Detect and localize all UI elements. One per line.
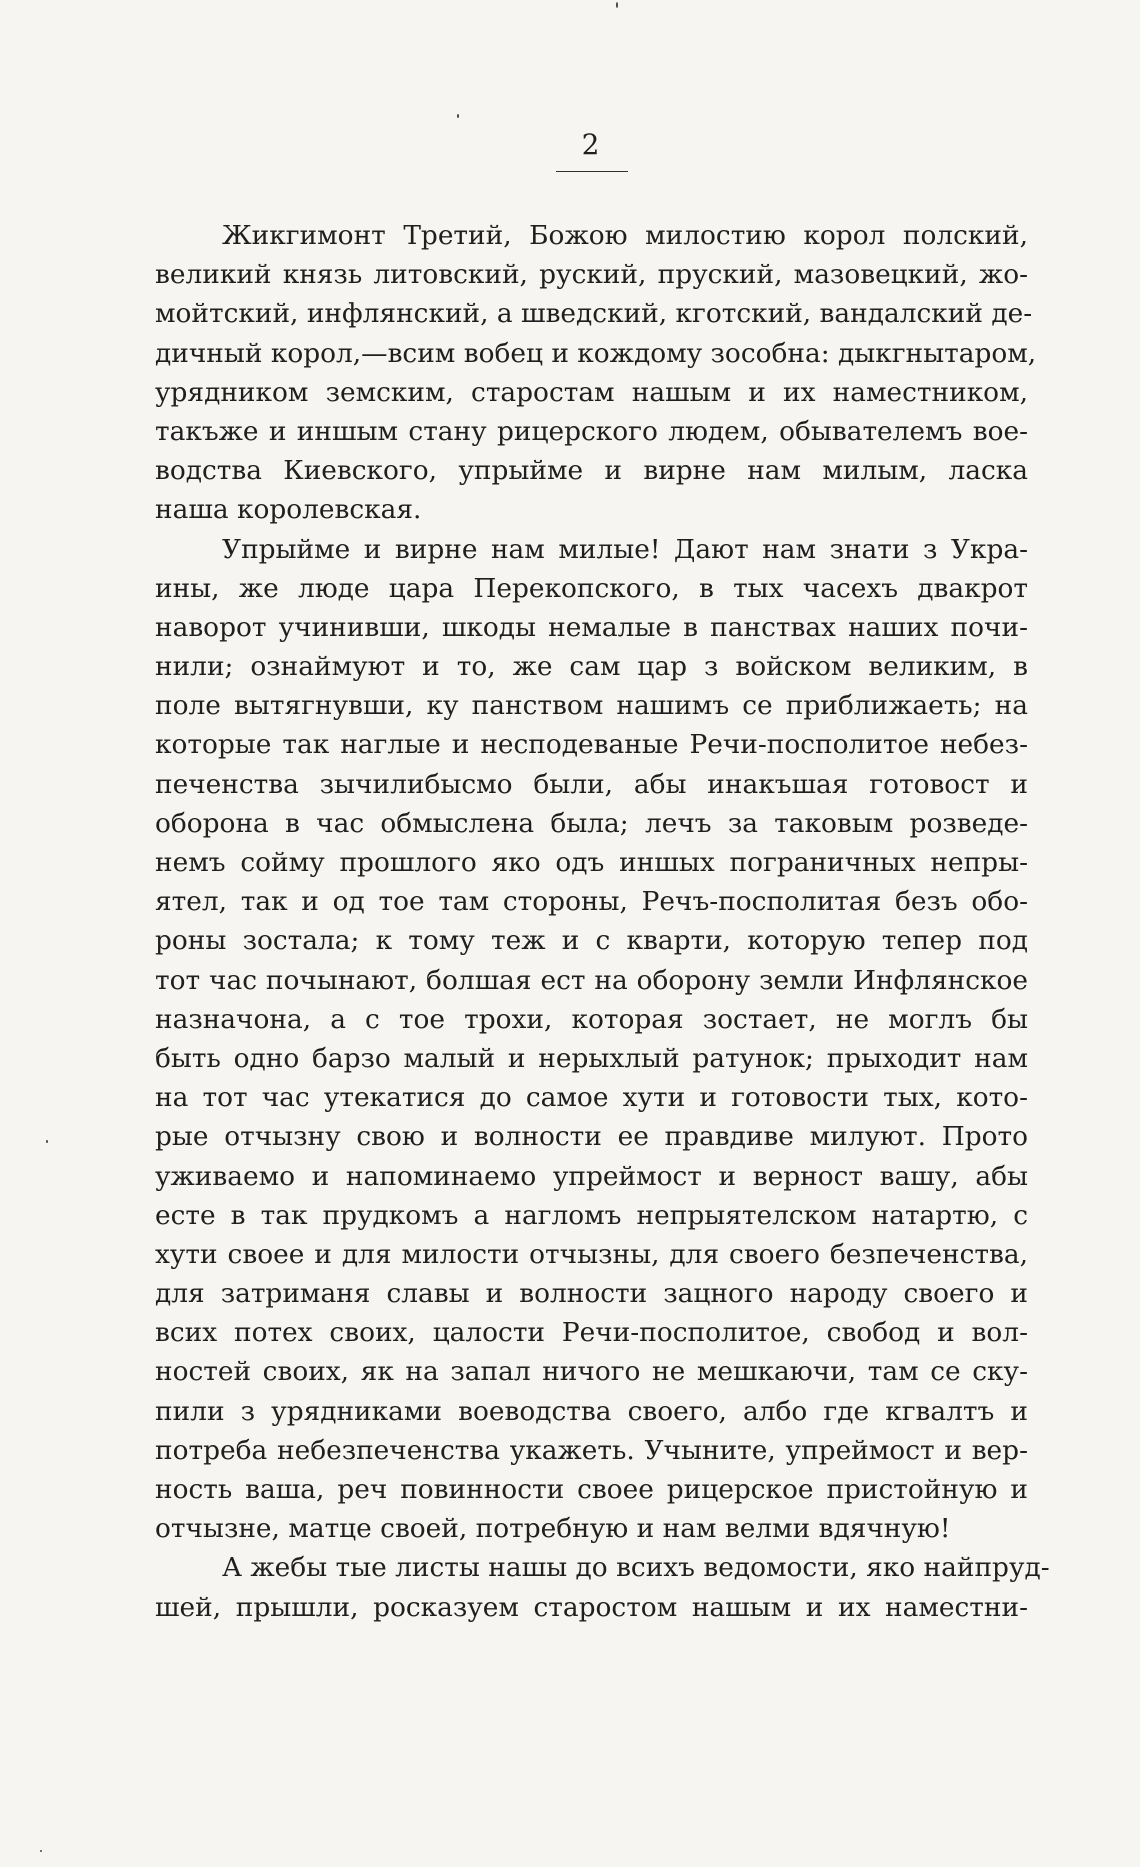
scan-speck xyxy=(616,2,618,8)
text-line: мойтский, инфлянский, а шведский, кготский, вандалский де- xyxy=(155,298,1033,330)
text-line: такъже и иншым стану рицерского людем, обывателемъ вое- xyxy=(155,415,1028,447)
text-line: назначона, а с тое трохи, которая зостает, не моглъ бы xyxy=(155,1003,1028,1035)
text-line: для затриманя славы и волности зацного народу своего и xyxy=(155,1278,1028,1310)
text-line: оборона в час обмыслена была; лечъ за таковым розведе- xyxy=(155,807,1028,839)
scan-speck xyxy=(40,1850,42,1852)
text-line: рые отчызну свою и волности ее правдиве милуют. Прото xyxy=(155,1121,1028,1153)
scan-speck xyxy=(457,114,459,118)
text-line: пили з урядниками воеводства своего, албо где кгвалтъ и xyxy=(155,1395,1028,1427)
text-line: быть одно барзо малый и нерыхлый ратунок; прыходит нам xyxy=(155,1042,1028,1074)
text-line: тот час почынают, болшая ест на оборону земли Инфлянское xyxy=(155,964,1028,996)
text-line: Упрыйме и вирне нам милые! Дают нам знати з Укра- xyxy=(222,533,1028,565)
text-line: на тот час утекатися до самое хути и готовости тых, кото- xyxy=(155,1082,1028,1114)
text-line: ятел, так и од тое там стороны, Речъ-посполитая безъ обо- xyxy=(155,886,1028,918)
text-line: роны зостала; к тому теж и с кварти, которую тепер под xyxy=(155,925,1028,957)
body-text xyxy=(155,216,1050,1627)
text-line: наворот учинивши, шкоды немалые в панствах наших почи- xyxy=(155,611,1028,643)
text-line: наша королевская. xyxy=(155,494,422,526)
text-line: немъ сойму прошлого яко одъ иншых пограничных непры- xyxy=(155,847,1028,878)
text-line: А жебы тые листы нашы до всихъ ведомости, яко найпруд- xyxy=(222,1552,1050,1584)
text-line: всих потех своих, цалости Речи-посполитое, свобод и вол- xyxy=(155,1317,1028,1349)
text-line: отчызне, матце своей, потребную и нам велми вдячную! xyxy=(155,1513,951,1545)
text-line: поле вытягнувши, ку панством нашимъ се приближаеть; на xyxy=(155,690,1028,722)
text-line: водства Киевского, упрыйме и вирне нам милым, ласка xyxy=(155,455,1028,487)
text-line: Жикгимонт Третий, Божою милостию корол полский, xyxy=(222,220,1028,251)
text-line: ностей своих, як на запал ничого не мешкаючи, там се ску- xyxy=(155,1356,1028,1388)
text-line: потреба небезпеченства укажеть. Учыните, упреймост и вер- xyxy=(155,1434,1028,1466)
text-line: дичный корол,—всим вобец и кождому зособна: дыкгнытаром, xyxy=(155,337,1037,369)
text-line: великий князь литовский, руский, пруский, мазовецкий, жо- xyxy=(155,259,1028,291)
text-line: хути своее и для милости отчызны, для своего безпеченства, xyxy=(155,1238,1028,1270)
text-line: ины, же люде цара Перекопского, в тых часехъ двакрот xyxy=(155,572,1028,604)
page-number: 2 xyxy=(581,128,601,161)
text-line: ность ваша, реч повинности своее рицерское пристойную и xyxy=(155,1474,1028,1505)
scan-speck xyxy=(46,1140,48,1143)
text-line: урядником земским, старостам нашым и их наместником, xyxy=(155,376,1028,408)
text-line: есте в так прудкомъ а нагломъ непрыятелском натартю, с xyxy=(155,1199,1028,1231)
text-line: нили; ознаймуют и то, же сам цар з войском великим, в xyxy=(155,651,1028,683)
page-number-rule xyxy=(556,171,628,172)
text-line: печенства зычилибысмо были, абы инакъшая готовост и xyxy=(155,768,1028,800)
text-line: шей, прышли, росказуем старостом нашым и их наместни- xyxy=(155,1591,1028,1623)
text-line: уживаемо и напоминаемо упреймост и верност вашу, абы xyxy=(155,1160,1028,1192)
text-line: которые так наглые и несподеваные Речи-посполитое небез- xyxy=(155,729,1028,761)
